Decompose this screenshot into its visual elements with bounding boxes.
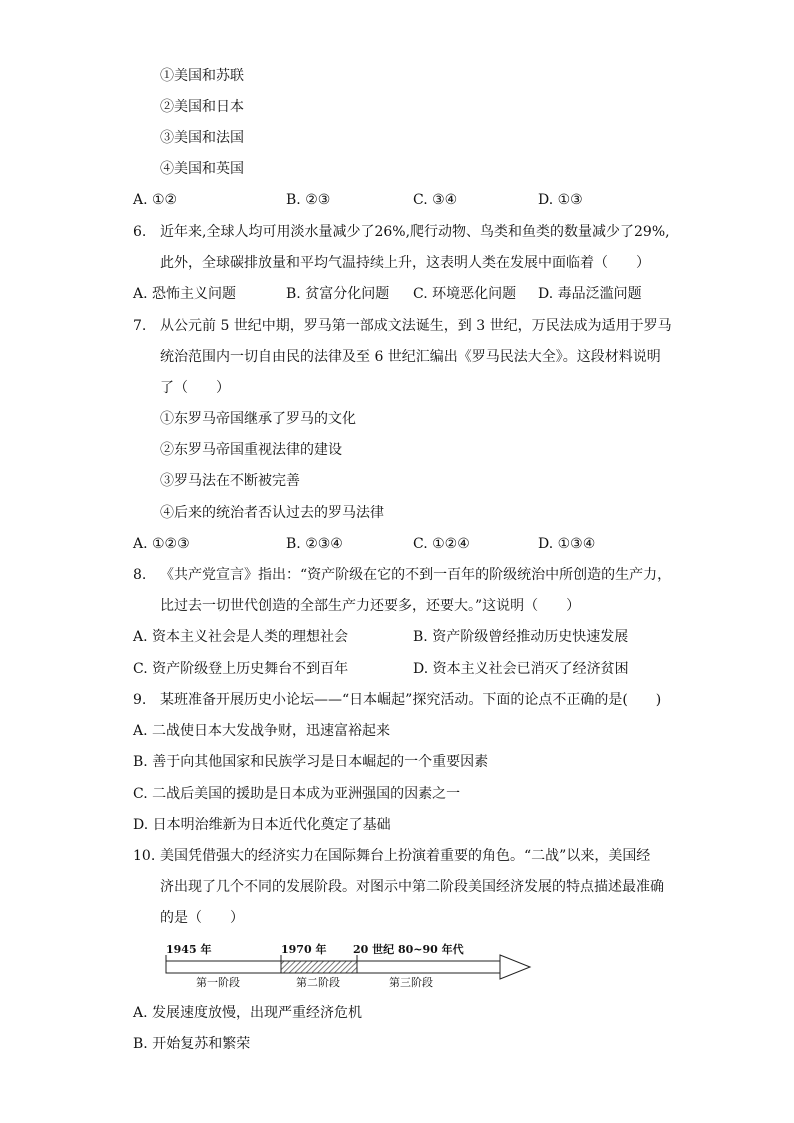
- q5-item-1: ①美国和苏联: [160, 68, 244, 84]
- timeline-stage2-shading: [281, 961, 357, 973]
- q5-option-d: D. ①③: [538, 192, 583, 208]
- q5-option-c: C. ③④: [413, 192, 458, 208]
- q7-stem-line-2: 统治范围内一切自由民的法律及至 6 世纪汇编出《罗马民法大全》。这段材料说明: [160, 349, 661, 365]
- q8-option-c: C. 资产阶级登上历史舞台不到百年: [133, 661, 349, 677]
- q5-option-a: A. ①②: [133, 192, 178, 208]
- q7-stem-line-3: 了（ ）: [160, 380, 230, 396]
- q10-stem-line-3: 的是（ ）: [160, 910, 244, 926]
- q8-option-a: A. 资本主义社会是人类的理想社会: [133, 629, 349, 645]
- q7-item-4: ④后来的统治者否认过去的罗马法律: [160, 505, 384, 521]
- q7-number: 7.: [133, 318, 147, 334]
- q9-option-d: D. 日本明治维新为日本近代化奠定了基础: [133, 817, 391, 833]
- q6-option-c: C. 环境恶化问题: [413, 286, 517, 302]
- q9-option-c: C. 二战后美国的援助是日本成为亚洲强国的因素之一: [133, 786, 461, 802]
- timeline-arrowhead: [500, 955, 530, 979]
- q7-option-a: A. ①②③: [133, 536, 190, 552]
- q9-option-a: A. 二战使日本大发战争财，迅速富裕起来: [133, 723, 391, 739]
- timeline-stage-2: 第二阶段: [296, 976, 340, 989]
- q6-stem-line-1: 近年来,全球人均可用淡水量减少了26%,爬行动物、鸟类和鱼类的数量减少了29%,: [160, 224, 670, 240]
- timeline-year-1970: 1970 年: [281, 943, 327, 956]
- q8-option-b: B. 资产阶级曾经推动历史快速发展: [413, 629, 629, 645]
- q10-stem-line-1: 美国凭借强大的经济实力在国际舞台上扮演着重要的角色。“二战”以来，美国经: [160, 848, 651, 864]
- q7-item-1: ①东罗马帝国继承了罗马的文化: [160, 411, 356, 427]
- q5-item-3: ③美国和法国: [160, 130, 244, 146]
- q5-item-2: ②美国和日本: [160, 99, 244, 115]
- q7-option-d: D. ①③④: [538, 536, 596, 552]
- q7-item-2: ②东罗马帝国重视法律的建设: [160, 442, 342, 458]
- q7-option-c: C. ①②④: [413, 536, 470, 552]
- q10-stem-line-2: 济出现了几个不同的发展阶段。对图示中第二阶段美国经济发展的特点描述最准确: [160, 879, 664, 895]
- q5-item-4: ④美国和英国: [160, 161, 244, 177]
- q6-option-a: A. 恐怖主义问题: [133, 286, 237, 302]
- q6-stem-line-2: 此外，全球碳排放量和平均气温持续上升，这表明人类在发展中面临着（ ）: [160, 255, 650, 271]
- timeline-year-1945: 1945 年: [166, 943, 212, 956]
- timeline-stage-3: 第三阶段: [389, 976, 433, 989]
- timeline-year-8090: 20 世纪 80~90 年代: [353, 943, 464, 956]
- q10-option-b: B. 开始复苏和繁荣: [133, 1036, 251, 1052]
- q6-option-d: D. 毒品泛滥问题: [538, 286, 642, 302]
- q9-option-b: B. 善于向其他国家和民族学习是日本崛起的一个重要因素: [133, 754, 489, 770]
- q8-option-d: D. 资本主义社会已消灭了经济贫困: [413, 661, 629, 677]
- q9-number: 9.: [133, 692, 147, 708]
- q10-number: 10.: [133, 848, 156, 864]
- q7-option-b: B. ②③④: [286, 536, 343, 552]
- q5-option-b: B. ②③: [286, 192, 331, 208]
- q6-option-b: B. 贫富分化问题: [286, 286, 390, 302]
- timeline-stage-1: 第一阶段: [196, 976, 240, 989]
- q7-stem-line-1: 从公元前 5 世纪中期，罗马第一部成文法诞生，到 3 世纪，万民法成为适用于罗马: [160, 318, 672, 334]
- q8-stem-line-2: 比过去一切世代创造的全部生产力还要多，还要大。”这说明（ ）: [160, 598, 581, 614]
- q10-option-a: A. 发展速度放慢，出现严重经济危机: [133, 1005, 363, 1021]
- q6-number: 6.: [133, 224, 147, 240]
- q8-stem-line-1: 《共产党宣言》指出：“资产阶级在它的不到一百年的阶级统治中所创造的生产力，: [160, 567, 672, 583]
- q9-stem-line-1: 某班准备开展历史小论坛——“日本崛起”探究活动。下面的论点不正确的是( ): [160, 692, 662, 708]
- q7-item-3: ③罗马法在不断被完善: [160, 473, 300, 489]
- q8-number: 8.: [133, 567, 147, 583]
